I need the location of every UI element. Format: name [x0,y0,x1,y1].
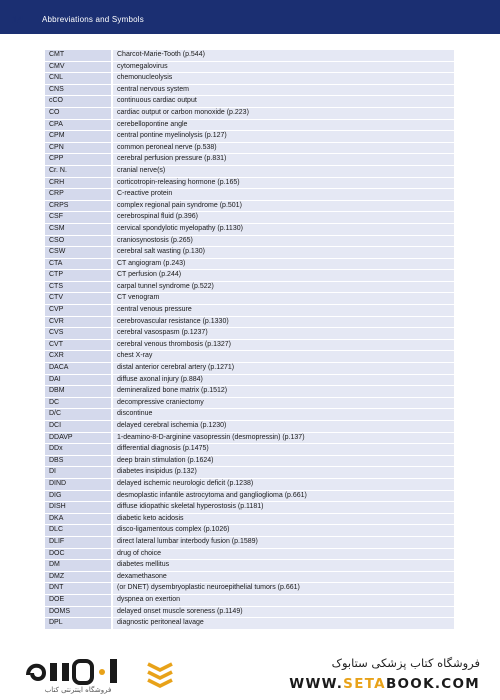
abbreviation-cell: CPM [45,131,112,143]
table-row [45,50,454,61]
table-row [45,606,454,618]
definition-cell: cardiac output or carbon monoxide (p.223) [112,107,454,119]
abbreviation-cell: CTP [45,270,112,282]
definition-cell: C-reactive protein [112,189,454,201]
definition-cell: central nervous system [112,84,454,96]
definition-cell: differential diagnosis (p.1475) [112,444,454,456]
table-row [45,490,454,502]
abbreviation-cell: DOE [45,594,112,606]
definition-cell: central pontine myelinolysis (p.127) [112,131,454,143]
table-row [45,397,454,409]
table-row [45,235,454,247]
abbreviation-cell: DOC [45,548,112,560]
abbreviation-cell: DLIF [45,536,112,548]
table-row [45,444,454,456]
definition-cell: diabetes insipidus (p.132) [112,467,454,479]
table-row [45,189,454,201]
definition-cell: discontinue [112,409,454,421]
abbreviation-cell: DMZ [45,571,112,583]
table-row [45,212,454,224]
table-row [45,119,454,131]
book-stack-icon [146,658,174,690]
table-row [45,61,454,73]
definition-cell: cranial nerve(s) [112,165,454,177]
definition-cell: dyspnea on exertion [112,594,454,606]
table-row [45,316,454,328]
table-row [45,96,454,108]
url-prefix: WWW. [289,676,344,692]
table-row [45,293,454,305]
definition-cell: distal anterior cerebral artery (p.1271) [112,363,454,375]
abbreviation-cell: DDAVP [45,432,112,444]
definition-cell: cerebral vasospasm (p.1237) [112,328,454,340]
table-row [45,536,454,548]
table-row [45,502,454,514]
abbreviation-cell: CVR [45,316,112,328]
table-row [45,339,454,351]
store-url-link[interactable] [289,676,480,692]
table-row [45,131,454,143]
abbreviation-cell: DPL [45,618,112,630]
abbreviation-cell: CPN [45,142,112,154]
definition-cell: diabetes mellitus [112,560,454,572]
table-row [45,247,454,259]
abbreviations-table [45,50,454,630]
table-row [45,560,454,572]
abbreviation-cell: CSF [45,212,112,224]
definition-cell: delayed onset muscle soreness (p.1149) [112,606,454,618]
table-row [45,177,454,189]
table-row [45,270,454,282]
definition-cell: CT venogram [112,293,454,305]
abbreviation-cell: DBM [45,386,112,398]
table-row [45,525,454,537]
table-row [45,281,454,293]
definition-cell: cervical spondylotic myelopathy (p.1130) [112,223,454,235]
store-name: فروشگاه کتاب پزشکی ستابوک [331,656,480,670]
definition-cell: demineralized bone matrix (p.1512) [112,386,454,398]
table-row [45,571,454,583]
abbreviation-cell: Cr. N. [45,165,112,177]
definition-cell: CT angiogram (p.243) [112,258,454,270]
abbreviation-cell: DCI [45,421,112,433]
table-row [45,374,454,386]
abbreviation-cell: CMV [45,61,112,73]
definition-cell: chemonucleolysis [112,73,454,85]
table-row [45,142,454,154]
definition-cell: cerebrospinal fluid (p.396) [112,212,454,224]
abbreviation-cell: CVP [45,305,112,317]
table-row [45,409,454,421]
table-row [45,107,454,119]
abbreviation-cell: CVS [45,328,112,340]
url-suffix: BOOK.COM [385,676,480,692]
table-row [45,200,454,212]
page-number: 14 [12,15,24,26]
abbreviation-cell: DIG [45,490,112,502]
abbreviation-cell: CNL [45,73,112,85]
definition-cell: cerebral salt wasting (p.130) [112,247,454,259]
definition-cell: dexamethasone [112,571,454,583]
definition-cell: cerebrovascular resistance (p.1330) [112,316,454,328]
abbreviation-cell: cCO [45,96,112,108]
definition-cell: (or DNET) dysembryoplastic neuroepithelial tumors (p.661) [112,583,454,595]
abbreviation-cell: CPP [45,154,112,166]
definition-cell: craniosynostosis (p.265) [112,235,454,247]
abbreviation-cell: DACA [45,363,112,375]
definition-cell: central venous pressure [112,305,454,317]
definition-cell: drug of choice [112,548,454,560]
running-header-title: Abbreviations and Symbols [42,15,144,24]
definition-cell: Charcot-Marie-Tooth (p.544) [112,50,454,61]
abbreviation-cell: DLC [45,525,112,537]
abbreviation-cell: DKA [45,513,112,525]
table-row [45,223,454,235]
table-row [45,594,454,606]
table-row [45,73,454,85]
abbreviation-cell: CSM [45,223,112,235]
abbreviation-cell: DBS [45,455,112,467]
abbreviation-cell: CNS [45,84,112,96]
abbreviation-cell: DOMS [45,606,112,618]
definition-cell: corticotropin-releasing hormone (p.165) [112,177,454,189]
table-row [45,84,454,96]
table-row [45,258,454,270]
abbreviation-cell: CSO [45,235,112,247]
abbreviation-cell: CMT [45,50,112,61]
abbreviation-cell: DISH [45,502,112,514]
url-accent: SETA [343,676,386,692]
table-row [45,154,454,166]
definition-cell: common peroneal nerve (p.538) [112,142,454,154]
abbreviation-cell: DNT [45,583,112,595]
table-row [45,165,454,177]
abbreviation-cell: CVT [45,339,112,351]
table-row [45,386,454,398]
definition-cell: 1-deamino-8-D-arginine vasopressin (desmopressin) (p.137) [112,432,454,444]
abbreviations-table-body [45,50,454,629]
abbreviation-cell: CTA [45,258,112,270]
definition-cell: direct lateral lumbar interbody fusion (p.1589) [112,536,454,548]
abbreviation-cell: DI [45,467,112,479]
definition-cell: delayed ischemic neurologic deficit (p.1238) [112,478,454,490]
abbreviation-cell: CTS [45,281,112,293]
table-row [45,455,454,467]
table-row [45,432,454,444]
abbreviation-cell: CRH [45,177,112,189]
abbreviation-cell: CRPS [45,200,112,212]
table-row [45,548,454,560]
definition-cell: carpal tunnel syndrome (p.522) [112,281,454,293]
definition-cell: delayed cerebral ischemia (p.1230) [112,421,454,433]
abbreviation-cell: DIND [45,478,112,490]
definition-cell: disco-ligamentous complex (p.1026) [112,525,454,537]
table-row [45,583,454,595]
definition-cell: chest X-ray [112,351,454,363]
definition-cell: complex regional pain syndrome (p.501) [112,200,454,212]
abbreviation-cell: CSW [45,247,112,259]
table-row [45,351,454,363]
definition-cell: decompressive craniectomy [112,397,454,409]
abbreviation-cell: DM [45,560,112,572]
definition-cell: diabetic keto acidosis [112,513,454,525]
definition-cell: cerebral venous thrombosis (p.1327) [112,339,454,351]
definition-cell: cerebral perfusion pressure (p.831) [112,154,454,166]
abbreviation-cell: CXR [45,351,112,363]
abbreviation-cell: DC [45,397,112,409]
definition-cell: cytomegalovirus [112,61,454,73]
abbreviation-cell: CRP [45,189,112,201]
definition-cell: desmoplastic infantile astrocytoma and ganglioglioma (p.661) [112,490,454,502]
table-row [45,513,454,525]
abbreviation-cell: CTV [45,293,112,305]
logo-subtitle: فروشگاه اینترنتی کتاب [44,686,112,694]
table-row [45,618,454,630]
definition-cell: diffuse axonal injury (p.884) [112,374,454,386]
abbreviation-cell: CPA [45,119,112,131]
abbreviation-cell: D/C [45,409,112,421]
table-row [45,421,454,433]
table-row [45,305,454,317]
abbreviation-cell: CO [45,107,112,119]
definition-cell: continuous cardiac output [112,96,454,108]
table-row [45,328,454,340]
definition-cell: diagnostic peritoneal lavage [112,618,454,630]
abbreviation-cell: DAI [45,374,112,386]
definition-cell: deep brain stimulation (p.1624) [112,455,454,467]
definition-cell: CT perfusion (p.244) [112,270,454,282]
table-row [45,478,454,490]
abbreviation-cell: DDx [45,444,112,456]
definition-cell: cerebellopontine angle [112,119,454,131]
table-row [45,363,454,375]
definition-cell: diffuse idiopathic skeletal hyperostosis (p.1181) [112,502,454,514]
table-row [45,467,454,479]
